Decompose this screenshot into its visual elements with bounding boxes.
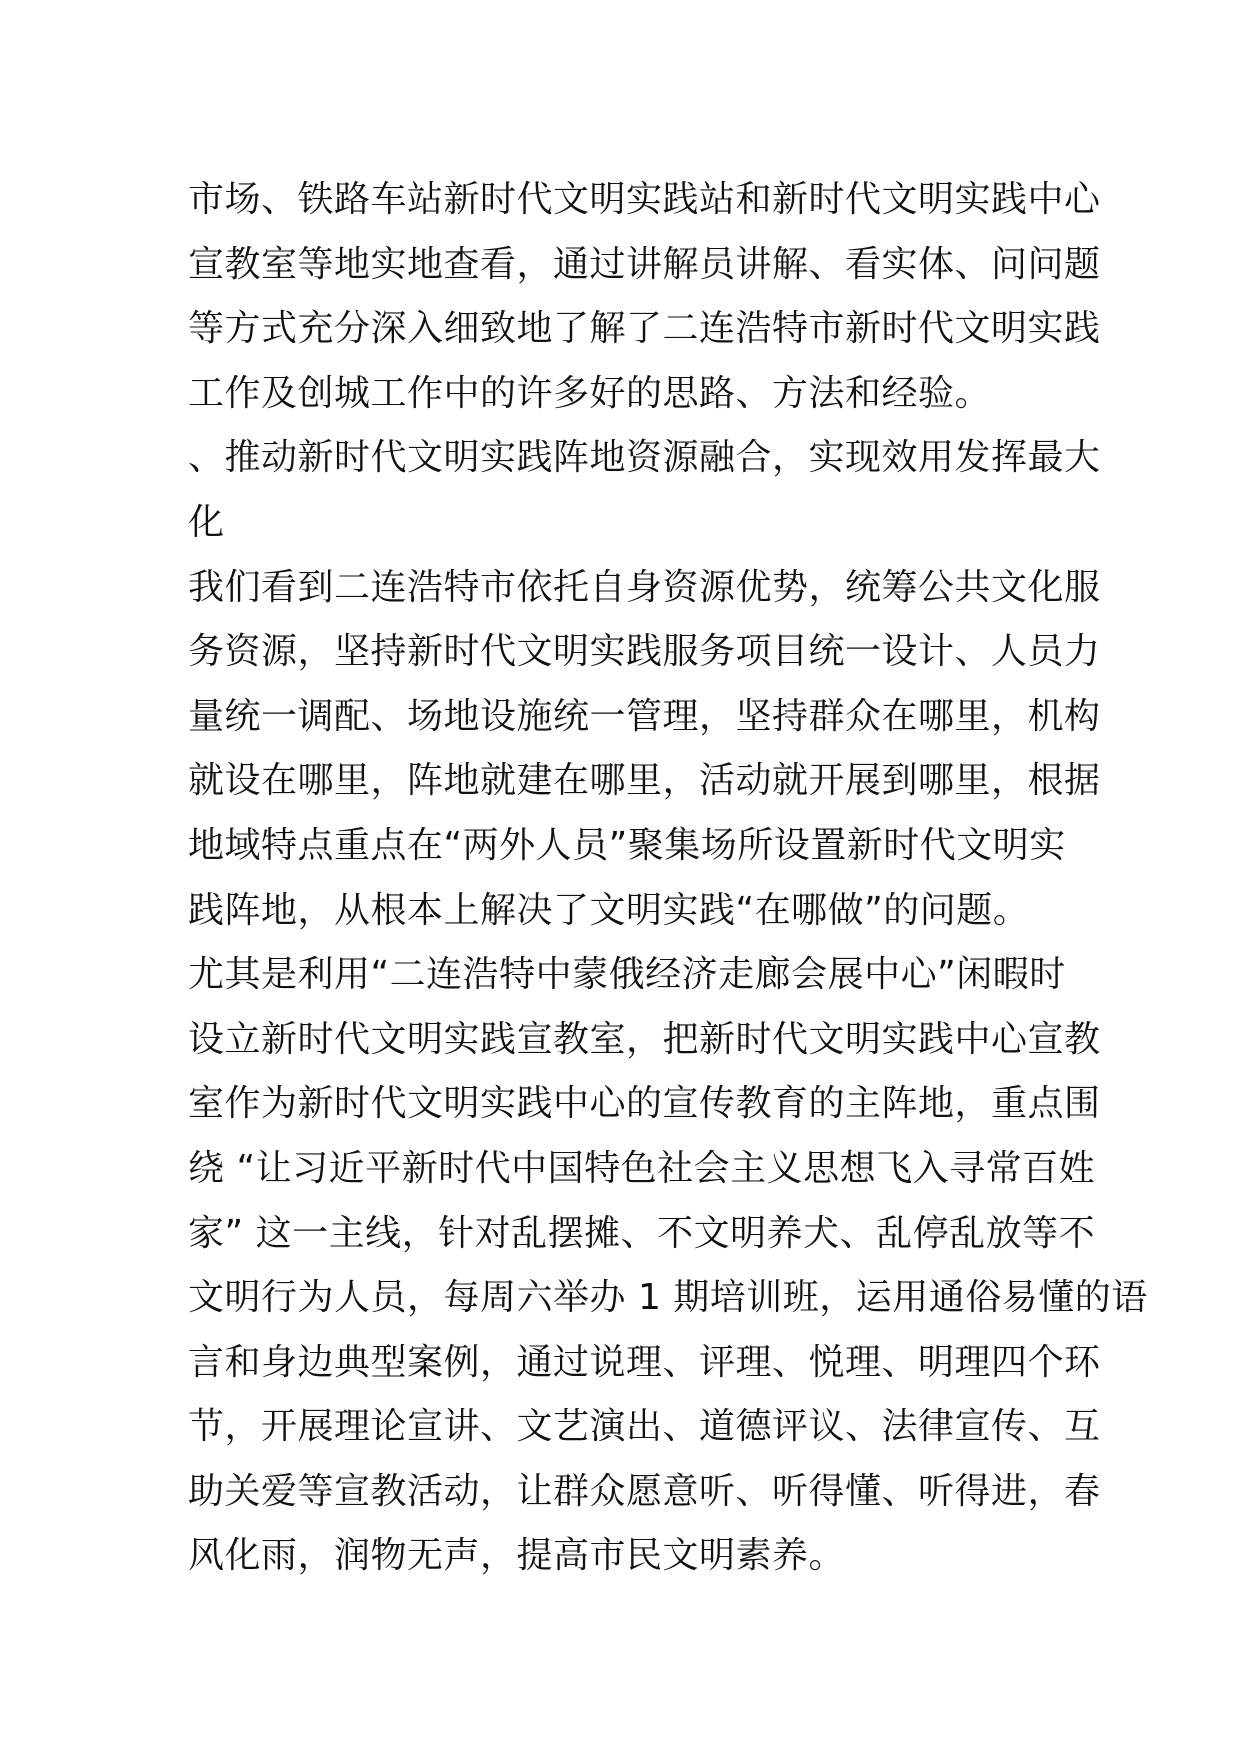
text-line: 风化雨，润物无声，提高市民文明素养。 <box>188 1535 846 1577</box>
text-line: 工作及创城工作中的许多好的思路、方法和经验。 <box>188 372 992 414</box>
text-line: 就设在哪里，阵地就建在哪里，活动就开展到哪里，根据 <box>188 760 1101 802</box>
text-line: 务资源，坚持新时代文明实践服务项目统一设计、人员力 <box>188 631 1101 673</box>
text-line: 尤其是利用“二连浩特中蒙俄经济走廊会展中心”闲暇时 <box>188 954 1066 996</box>
text-line: 室作为新时代文明实践中心的宣传教育的主阵地，重点围 <box>188 1083 1101 1125</box>
text-line: 量统一调配、场地设施统一管理，坚持群众在哪里，机构 <box>188 695 1101 737</box>
section-heading-line: 化 <box>188 501 225 543</box>
text-line: 文明行为人员，每周六举办 1 期培训班，运用通俗易懂的语 <box>188 1277 1148 1319</box>
document-body <box>188 168 1148 1589</box>
section-heading-line: 、推动新时代文明实践阵地资源融合，实现效用发挥最大 <box>188 437 1101 479</box>
text-line: 助关爱等宣教活动，让群众愿意听、听得懂、听得进，春 <box>188 1470 1101 1512</box>
text-line: 我们看到二连浩特市依托自身资源优势，统筹公共文化服 <box>188 566 1101 608</box>
text-line: 宣教室等地实地查看，通过讲解员讲解、看实体、问问题 <box>188 243 1101 285</box>
text-line: 地域特点重点在“两外人员”聚集场所设置新时代文明实 <box>188 824 1066 866</box>
text-line: 践阵地，从根本上解决了文明实践“在哪做”的问题。 <box>188 889 1030 931</box>
text-line: 等方式充分深入细致地了解了二连浩特市新时代文明实践 <box>188 308 1101 350</box>
text-line: 市场、铁路车站新时代文明实践站和新时代文明实践中心 <box>188 179 1101 220</box>
text-line: 节，开展理论宣讲、文艺演出、道德评议、法律宣传、互 <box>188 1406 1101 1448</box>
text-line: 家” 这一主线，针对乱摆摊、不文明养犬、乱停乱放等不 <box>188 1212 1096 1254</box>
text-line: 绕 “让习近平新时代中国特色社会主义思想飞入寻常百姓 <box>188 1147 1096 1189</box>
text-line: 设立新时代文明实践宣教室，把新时代文明实践中心宣教 <box>188 1018 1101 1060</box>
text-line: 言和身边典型案例，通过说理、评理、悦理、明理四个环 <box>188 1341 1101 1383</box>
